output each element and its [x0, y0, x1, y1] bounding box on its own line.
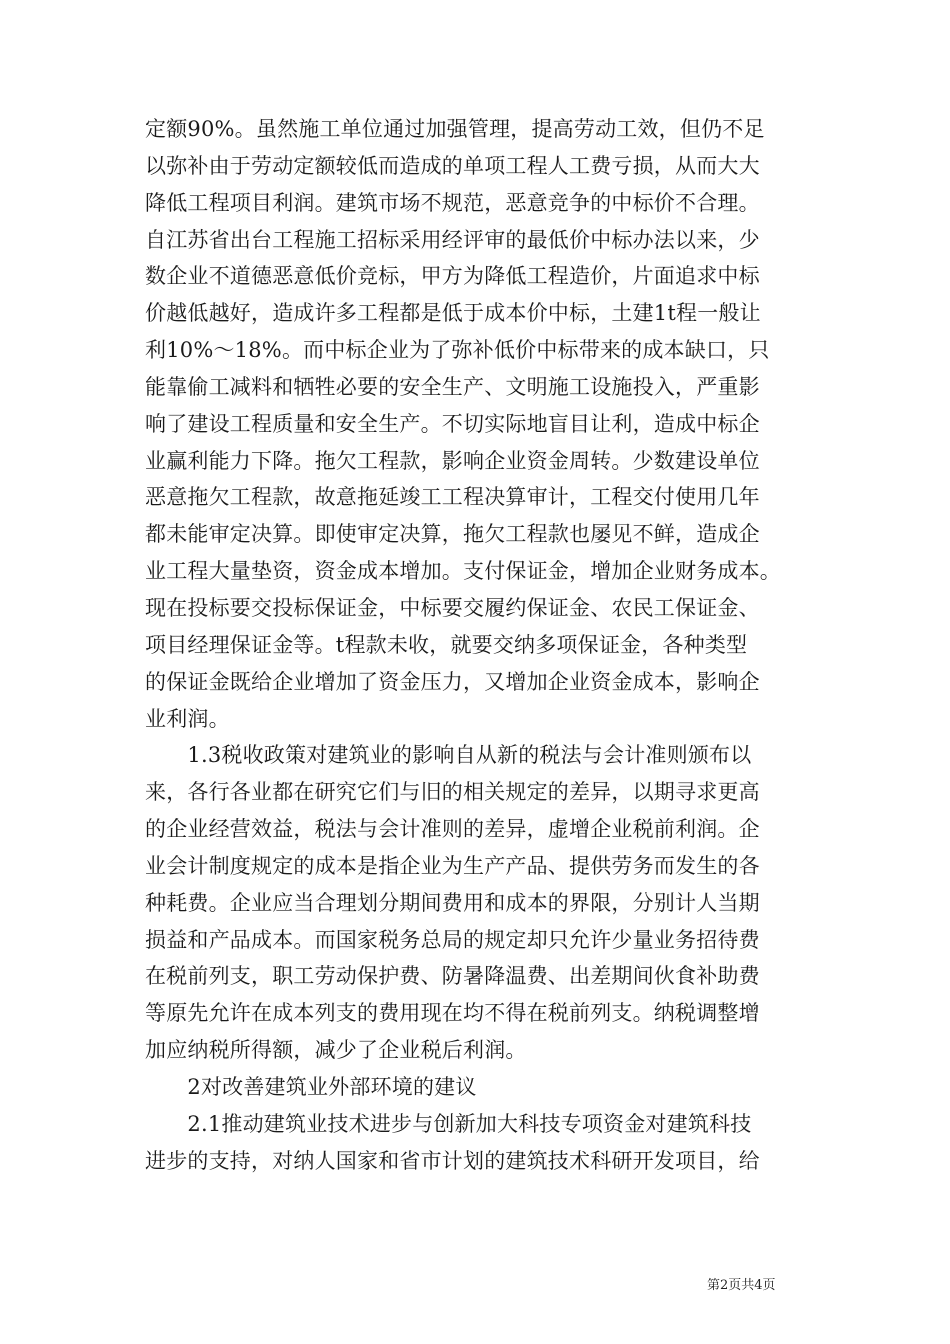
text-line: 在税前列支，职工劳动保护费、防暑降温费、出差期间伙食补助费 [145, 964, 760, 989]
text-line: 项目经理保证金等。t程款未收，就要交纳多项保证金，各种类型 [145, 632, 748, 657]
text-line: 恶意拖欠工程款，故意拖延竣工工程决算审计，工程交付使用几年 [145, 485, 760, 510]
text-line: 损益和产品成本。而国家税务总局的规定却只允许少量业务招待费 [145, 927, 760, 952]
text-line: 加应纳税所得额，减少了企业税后利润。 [145, 1038, 527, 1063]
text-line: 数企业不道德恶意低价竞标，甲方为降低工程造价，片面追求中标 [145, 264, 760, 289]
text-line: 的保证金既给企业增加了资金压力，又增加企业资金成本，影响企 [145, 669, 760, 694]
body-text [145, 111, 825, 1179]
text-line: 都未能审定决算。即使审定决算，拖欠工程款也屡见不鲜，造成企 [145, 522, 760, 547]
text-line: 利10%～18%。而中标企业为了弥补低价中标带来的成本缺口，只 [145, 338, 770, 363]
text-line: 业工程大量垫资，资金成本增加。支付保证金，增加企业财务成本。 [145, 559, 781, 584]
text-line: 降低工程项目利润。建筑市场不规范，恶意竞争的中标价不合理。 [145, 190, 760, 215]
text-line: 2.1推动建筑业技术进步与创新加大科技专项资金对建筑科技 [145, 1111, 752, 1136]
text-line: 价越低越好，造成许多工程都是低于成本价中标，土建1t程一般让 [145, 301, 761, 326]
text-line: 等原先允许在成本列支的费用现在均不得在税前列支。纳税调整增 [145, 1001, 760, 1026]
text-line: 以弥补由于劳动定额较低而造成的单项工程人工费亏损，从而大大 [145, 153, 760, 178]
text-line: 自江苏省出台工程施工招标采用经评审的最低价中标办法以来，少 [145, 227, 760, 252]
text-line: 的企业经营效益，税法与会计准则的差异，虚增企业税前利润。企 [145, 817, 760, 842]
text-line: 业会计制度规定的成本是指企业为生产产品、提供劳务而发生的各 [145, 853, 760, 878]
text-line: 定额90%。虽然施工单位通过加强管理，提高劳动工效，但仍不足 [145, 117, 765, 141]
page-footer: 第2页共4页 [707, 1278, 776, 1293]
text-line: 现在投标要交投标保证金，中标要交履约保证金、农民工保证金、 [145, 595, 760, 620]
text-line: 种耗费。企业应当合理划分期间费用和成本的界限，分别计人当期 [145, 890, 760, 915]
section-heading: 2对改善建筑业外部环境的建议 [145, 1074, 477, 1099]
text-line: 响了建设工程质量和安全生产。不切实际地盲目让利，造成中标企 [145, 411, 760, 436]
text-line: 来，各行各业都在研究它们与旧的相关规定的差异，以期寻求更高 [145, 780, 760, 805]
text-line: 业赢利能力下降。拖欠工程款，影响企业资金周转。少数建设单位 [145, 448, 760, 473]
text-line: 业利润。 [145, 706, 230, 731]
text-line: 1.3税收政策对建筑业的影响自从新的税法与会计准则颁布以 [145, 743, 752, 768]
text-line: 进步的支持，对纳人国家和省市计划的建筑技术科研开发项目，给 [145, 1148, 760, 1173]
text-line: 能靠偷工减料和牺牲必要的安全生产、文明施工设施投入，严重影 [145, 374, 760, 399]
